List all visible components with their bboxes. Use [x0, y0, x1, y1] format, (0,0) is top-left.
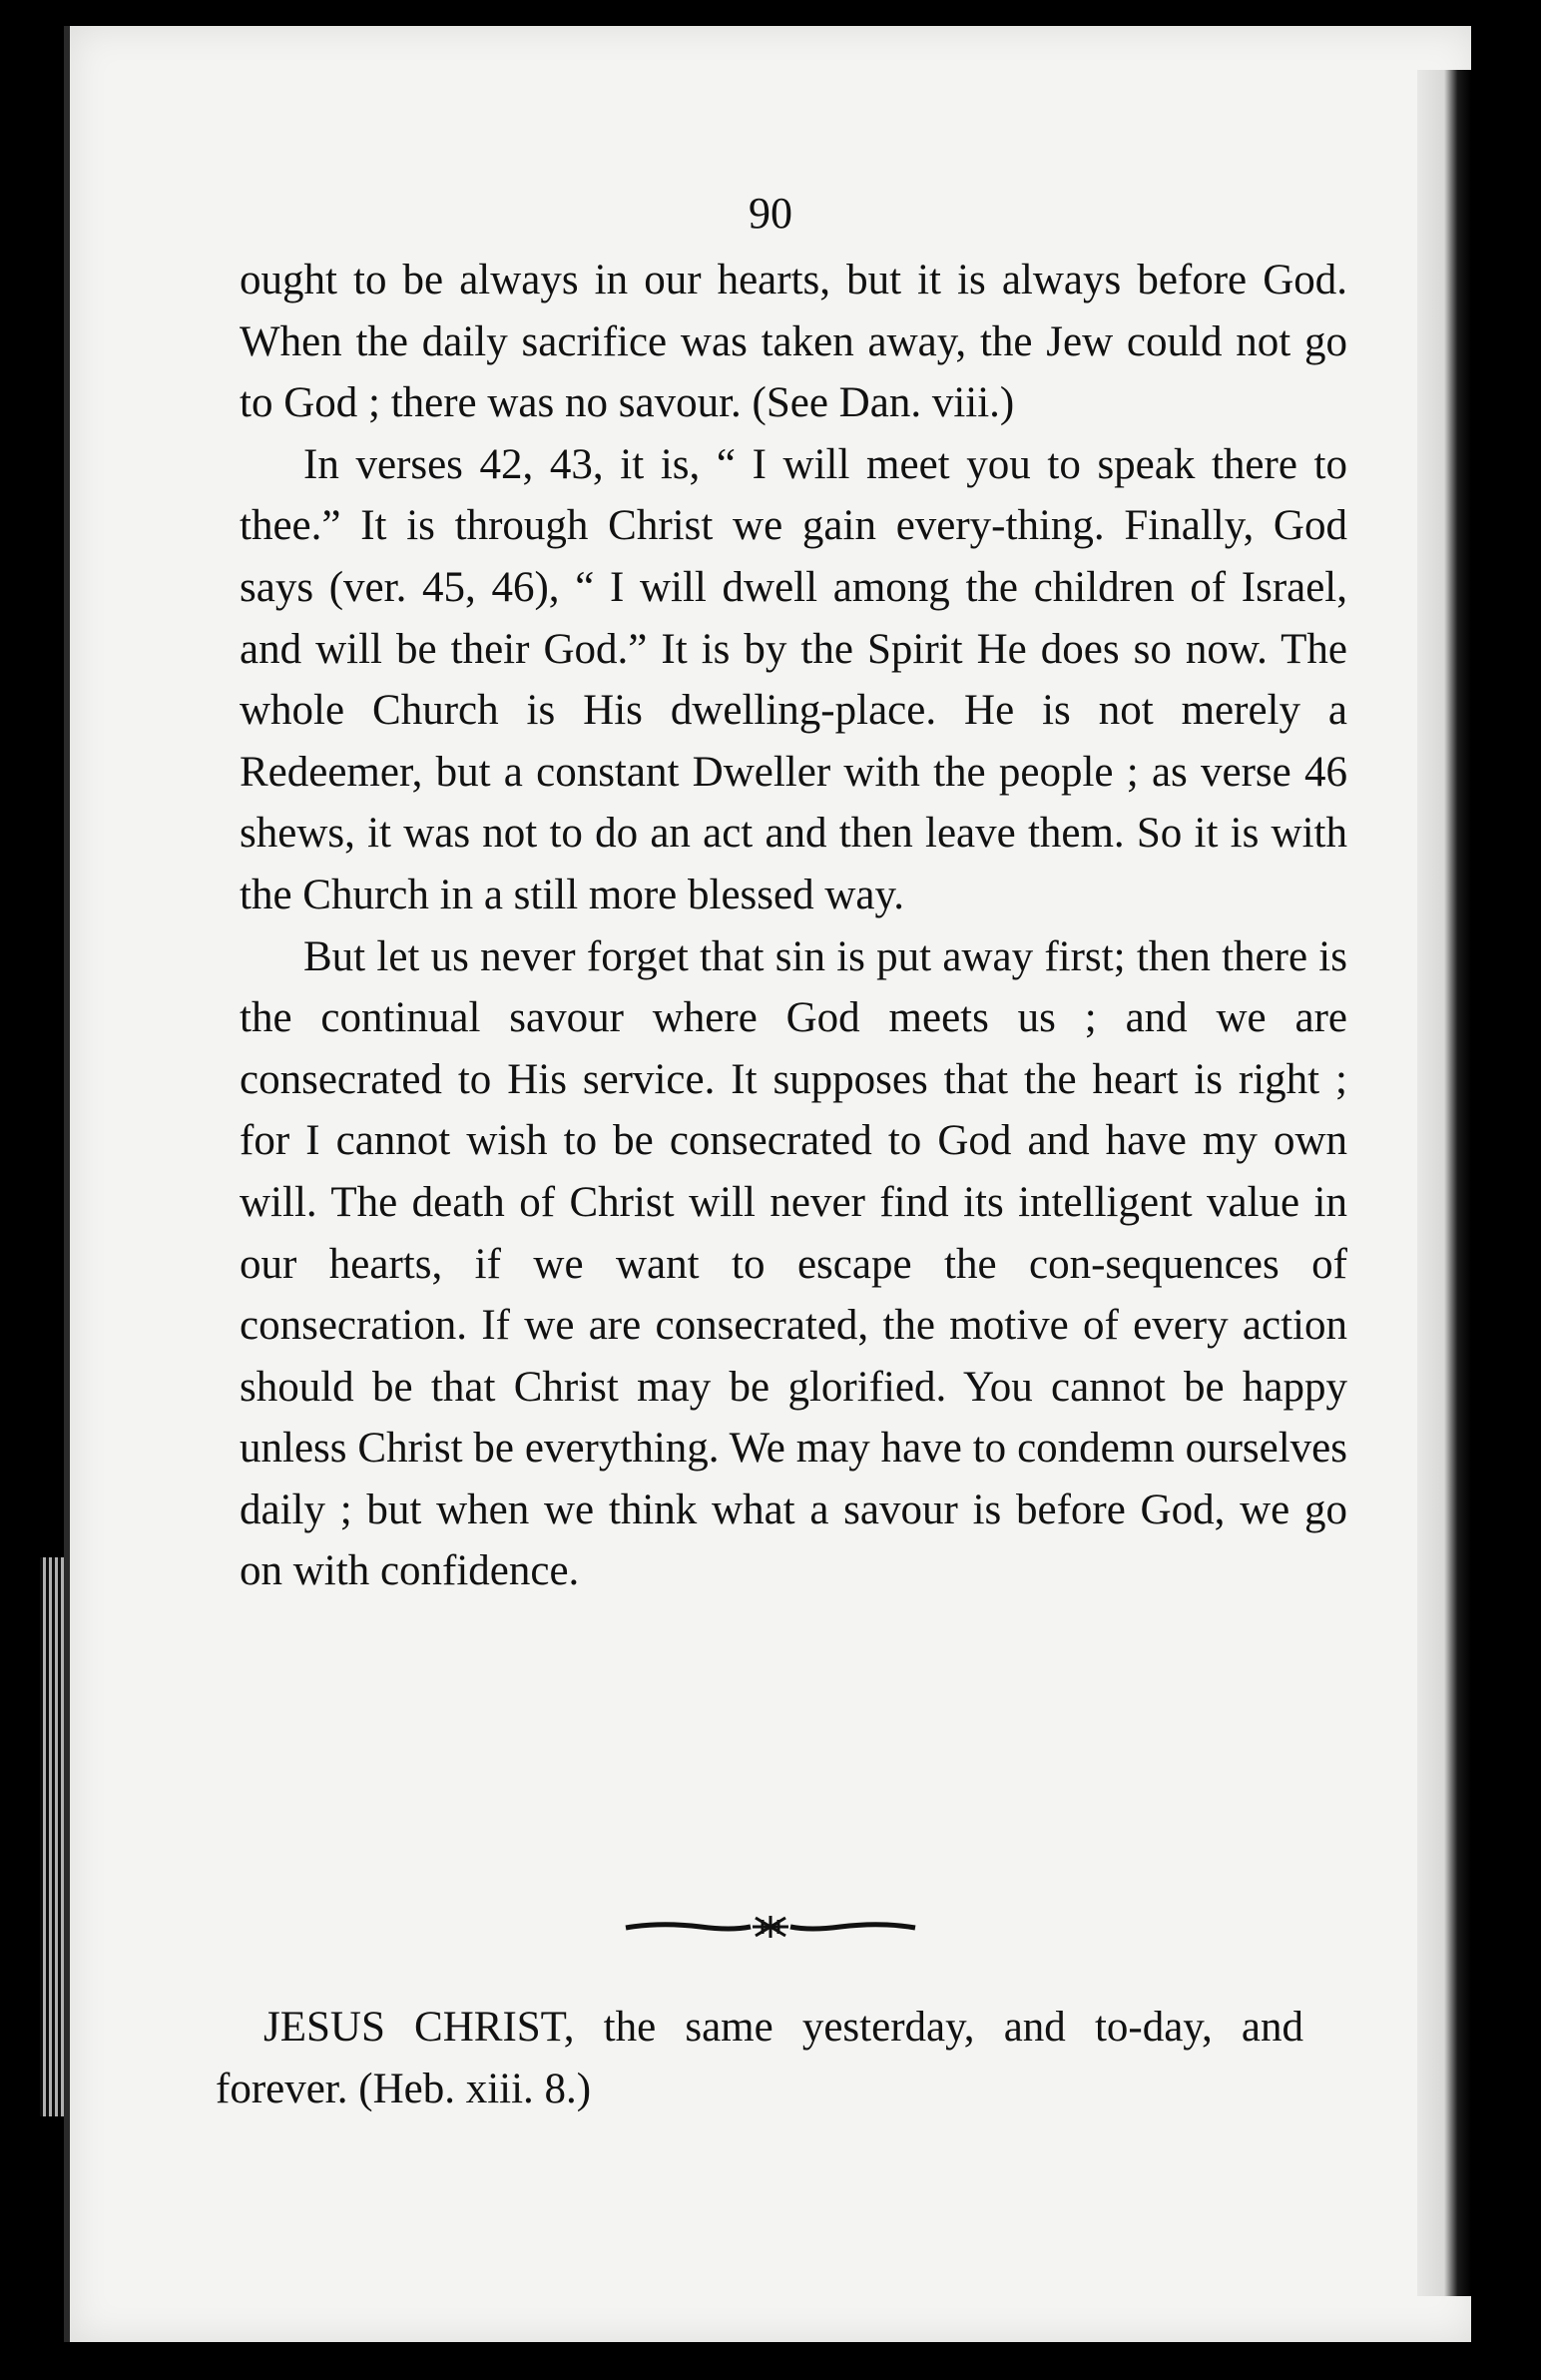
- section-divider-ornament: [0, 1912, 1541, 1947]
- paragraph-dwelling: In verses 42, 43, it is, “ I will meet you to speak there to thee.” It is through Christ we gain every-thing. Finally, God says (ver. 45, 46), “ I will dwell among the children of Israel, and will be their God.” It is by the Spirit He does so now. The whole Church is His dwelling-place. He is not merely a Redeemer, but a constant Dweller with the people ; as verse 46 shews, it was not to do an act and then leave them. So it is with the Church in a still more blessed way.: [240, 440, 1347, 918]
- paragraph-continued: ought to be always in our hearts, but it is always before God. When the daily sacrifice was taken away, the Jew could not go to God ; there was no savour. (See Dan. viii.): [240, 257, 1347, 427]
- flourish-icon: [621, 1912, 920, 1942]
- facing-page-edge: [1417, 70, 1471, 2296]
- closing-scripture-verse: JESUS CHRIST, the same yesterday, and to-day, and forever. (Heb. xiii. 8.): [216, 2004, 1303, 2112]
- body-text: [240, 250, 1347, 1602]
- scan-border-right: [1471, 0, 1541, 2380]
- paragraph-consecration: But let us never forget that sin is put away first; then there is the continual savour where God meets us ; and we are consecrated to His service. It supposes that the heart is right ; for I cannot wish to be consecrated to God and have my own will. The death of Christ will never find its intelligent value in our hearts, if we want to escape the con-sequences of consecration. If we are consecrated, the motive of every action should be that Christ may be glorified. You cannot be happy unless Christ be everything. We may have to condemn ourselves daily ; but when we think what a savour is before God, we go on with confidence.: [240, 932, 1347, 1595]
- page-number: 90: [749, 189, 792, 238]
